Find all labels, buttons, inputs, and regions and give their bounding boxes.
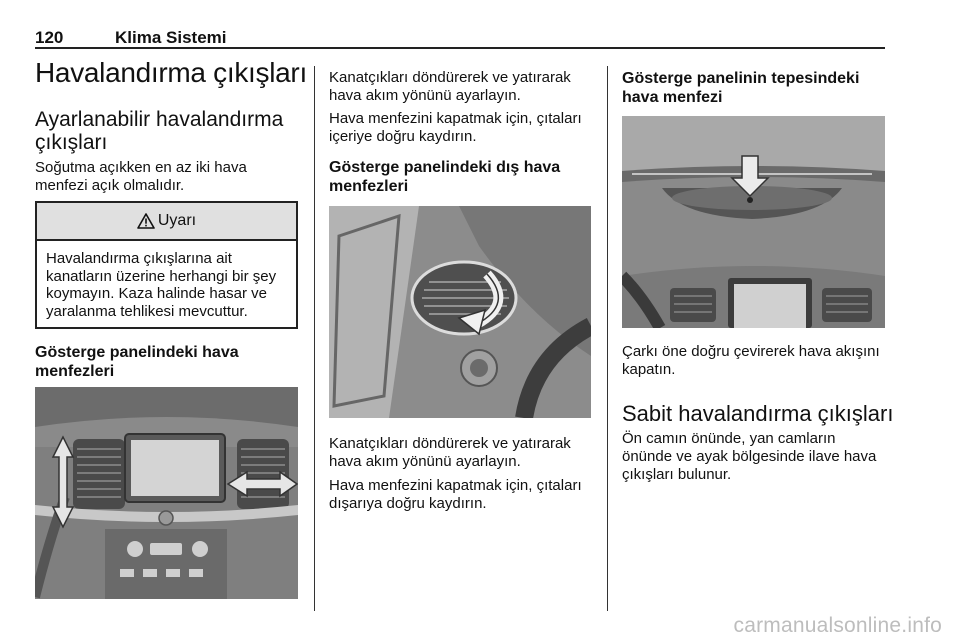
column-divider-1 <box>314 66 315 611</box>
fixed-vents-heading: Sabit havalandırma çıkışları <box>622 401 894 426</box>
center-vents-photo <box>35 387 298 599</box>
warning-header <box>37 203 296 241</box>
outer-vent-photo <box>329 206 591 418</box>
warning-triangle-icon <box>137 213 155 229</box>
intro-text: Soğutma açıkken en az iki hava menfezi açık olmalıdır. <box>35 159 247 194</box>
paragraph-2: Hava menfezini kapatmak için, çıtaları içeriye doğru kaydırın. <box>329 110 582 145</box>
paragraph-4: Hava menfezini kapatmak için, çıtaları dışarıya doğru kaydırın. <box>329 477 582 512</box>
warning-box <box>35 201 298 329</box>
outer-vents-heading: Gösterge panelindeki dış hava menfezleri <box>329 159 561 195</box>
paragraph-3: Kanatçıkları döndürerek ve yatırarak hava akım yönünü ayarlayın. <box>329 435 571 470</box>
subsection-title: Ayarlanabilir havalandırma çıkışları <box>35 108 284 154</box>
top-vent-photo <box>622 116 885 328</box>
section-title: Havalandırma çıkışları <box>35 57 307 88</box>
top-vent-heading: Gösterge panelinin tepesindeki hava menfezi <box>622 70 860 106</box>
watermark: carmanualsonline.info <box>733 614 942 637</box>
warning-text: Havalandırma çıkışlarına ait kanatların üzerine herhangi bir şey koymayın. Kaza halinde hasar ve yaralanma tehlikesi mevcuttur. <box>46 250 277 320</box>
chapter-title: Klima Sistemi <box>115 28 227 47</box>
header-rule <box>35 47 885 49</box>
fixed-vents-text: Ön camın önünde, yan camların önünde ve ayak bölgesinde ilave hava çıkışları bulunur. <box>622 430 877 483</box>
column-divider-2 <box>607 66 608 611</box>
page-number: 120 <box>35 28 64 47</box>
warning-label: Uyarı <box>157 212 197 229</box>
center-vents-heading: Gösterge panelindeki hava menfezleri <box>35 344 239 380</box>
top-vent-text: Çarkı öne doğru çevirerek hava akışını kapatın. <box>622 343 880 378</box>
paragraph-1: Kanatçıkları döndürerek ve yatırarak hava akım yönünü ayarlayın. <box>329 69 571 104</box>
